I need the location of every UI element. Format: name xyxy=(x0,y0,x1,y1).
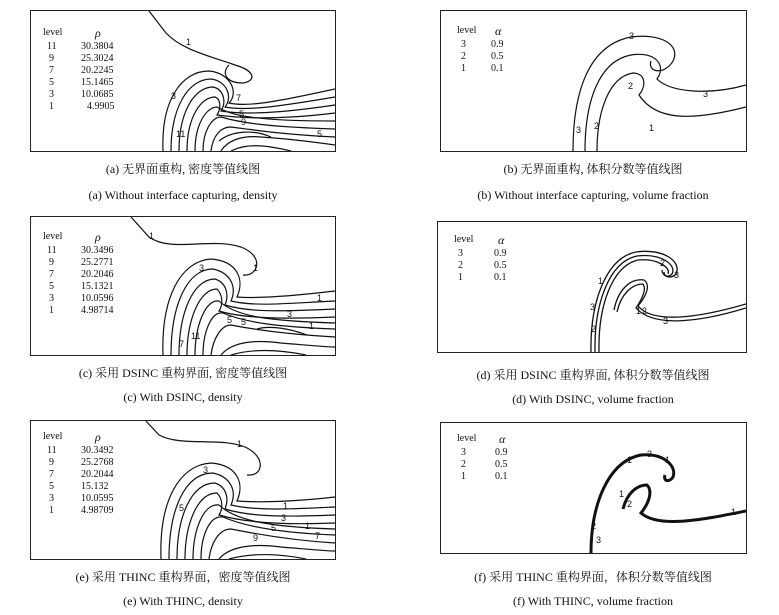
legend-header-symbol: ρ xyxy=(95,430,101,444)
legend-level: 3 xyxy=(49,293,54,304)
contour-label: 5 xyxy=(241,317,247,327)
legend-value: 4.9905 xyxy=(87,101,115,112)
legend-level: 5 xyxy=(49,281,54,292)
contour-label: 3 xyxy=(703,89,709,99)
contour-label: 1 xyxy=(283,501,289,511)
contour-label: 1 xyxy=(627,455,633,465)
legend-value: 0.1 xyxy=(495,471,508,482)
contour-label: 1 xyxy=(237,439,243,449)
contour-label: 2 xyxy=(660,258,666,268)
caption-cn-a: (a) 无界面重构, 密度等值线图 xyxy=(105,162,261,176)
contour-label: 5 xyxy=(317,129,323,139)
contour-label: 2 xyxy=(628,81,634,91)
legend-value: 0.1 xyxy=(494,272,507,283)
caption-cn-b: (b) 无界面重构, 体积分数等值线图 xyxy=(503,162,683,176)
legend-header-symbol: α xyxy=(495,24,502,38)
contour-label: 3 xyxy=(203,465,209,475)
contour-label: 2 xyxy=(627,499,633,509)
legend-level: 9 xyxy=(49,457,54,468)
contour-label: 3 xyxy=(576,125,582,135)
contour-label: 3 xyxy=(287,309,293,319)
legend-level: 1 xyxy=(49,305,54,316)
contour-label: 3 xyxy=(590,302,596,312)
contour-label: 3 xyxy=(629,31,635,41)
legend-value: 15.1321 xyxy=(81,281,114,292)
contour-label: 3 xyxy=(281,513,287,523)
legend-value: 0.5 xyxy=(491,51,504,62)
caption-cn-e: (e) 采用 THINC 重构界面，密度等值线图 xyxy=(75,570,291,584)
legend-level: 7 xyxy=(49,65,54,76)
legend-value: 25.2771 xyxy=(81,257,114,268)
legend-value: 0.9 xyxy=(495,447,508,458)
legend-value: 0.1 xyxy=(491,63,504,74)
legend-level: 1 xyxy=(461,63,466,74)
legend-level: 11 xyxy=(47,445,57,456)
contour-label: 3 xyxy=(663,316,669,326)
contour-label: 7 xyxy=(179,339,185,349)
legend-level: 11 xyxy=(47,245,57,256)
caption-en-b: (b) Without interface capturing, volume fraction xyxy=(477,188,709,202)
contour-label: 2 xyxy=(594,121,600,131)
legend-value: 0.9 xyxy=(494,248,507,259)
contour-label: 1 xyxy=(636,306,642,316)
legend-value: 30.3492 xyxy=(81,445,114,456)
contour-label: 9 xyxy=(253,533,259,543)
contour-label: 11 xyxy=(176,129,186,139)
volume-fraction-plot-f xyxy=(440,422,747,554)
caption-en-a: (a) Without interface capturing, density xyxy=(88,188,278,202)
legend-value: 0.9 xyxy=(491,39,504,50)
contour-label: 3 xyxy=(647,449,653,459)
contour-label: 7 xyxy=(315,531,321,541)
legend-level: 1 xyxy=(458,272,463,283)
legend-c xyxy=(43,231,114,317)
density-contour-plot-a xyxy=(30,10,336,152)
contour-label: 9 xyxy=(241,117,247,127)
legend-header-level: level xyxy=(43,231,63,242)
legend-f xyxy=(457,433,508,483)
legend-header-level: level xyxy=(457,433,477,444)
legend-level: 9 xyxy=(49,53,54,64)
legend-level: 11 xyxy=(47,41,57,52)
contour-label: 5 xyxy=(239,109,245,119)
legend-value: 25.2768 xyxy=(81,457,114,468)
legend-level: 2 xyxy=(458,260,463,271)
density-contour-plot-e xyxy=(30,420,336,560)
legend-level: 5 xyxy=(49,481,54,492)
legend-header-symbol: α xyxy=(498,233,505,247)
legend-header-level: level xyxy=(43,27,63,38)
legend-header-level: level xyxy=(457,25,477,36)
contour-label: 3 xyxy=(674,270,680,280)
contour-label: 1 xyxy=(186,37,192,47)
legend-level: 5 xyxy=(49,77,54,88)
contour-label: 1 xyxy=(253,263,259,273)
contour-label: 11 xyxy=(191,331,201,341)
legend-value: 0.5 xyxy=(495,459,508,470)
legend-level: 1 xyxy=(461,471,466,482)
legend-level: 2 xyxy=(461,51,466,62)
contour-label: 1 xyxy=(598,276,604,286)
legend-value: 10.0596 xyxy=(81,293,114,304)
legend-value: 20.2245 xyxy=(81,65,114,76)
legend-value: 4.98714 xyxy=(81,305,114,316)
contour-label: 5 xyxy=(227,315,233,325)
caption-cn-d: (d) 采用 DSINC 重构界面, 体积分数等值线图 xyxy=(476,368,710,382)
contour-label: 5 xyxy=(179,503,185,513)
contour-label: 1 xyxy=(619,489,625,499)
legend-e xyxy=(43,431,114,517)
legend-level: 3 xyxy=(49,493,54,504)
legend-level: 1 xyxy=(49,101,54,112)
caption-en-e: (e) With THINC, density xyxy=(123,594,243,608)
contour-label: 5 xyxy=(271,523,277,533)
legend-level: 3 xyxy=(458,248,463,259)
legend-header-symbol: ρ xyxy=(95,26,101,40)
legend-level: 7 xyxy=(49,469,54,480)
caption-en-d: (d) With DSINC, volume fraction xyxy=(512,392,674,406)
caption-cn-f: (f) 采用 THINC 重构界面，体积分数等值线图 xyxy=(474,570,712,584)
contour-label: 3 xyxy=(199,263,205,273)
contour-label: 7 xyxy=(236,93,242,103)
legend-d xyxy=(454,234,507,284)
volume-fraction-plot-b xyxy=(440,10,747,152)
contour-label: 3 xyxy=(596,535,602,545)
volume-fraction-plot-d xyxy=(437,221,747,353)
contour-label: 1 xyxy=(665,455,671,465)
contour-label: 1 xyxy=(317,293,323,303)
contour-label: 1 xyxy=(649,123,655,133)
contour-label: 2 xyxy=(591,521,597,531)
caption-en-f: (f) With THINC, volume fraction xyxy=(512,594,674,608)
contour-label: 3 xyxy=(171,91,177,101)
legend-level: 2 xyxy=(461,459,466,470)
legend-value: 30.3804 xyxy=(81,41,114,52)
caption-en-c: (c) With DSINC, density xyxy=(123,390,243,404)
contour-label: 1 xyxy=(309,321,315,331)
legend-value: 20.2044 xyxy=(81,469,114,480)
legend-value: 10.0685 xyxy=(81,89,114,100)
density-contour-plot-c xyxy=(30,216,336,356)
legend-level: 3 xyxy=(461,39,466,50)
legend-value: 15.1465 xyxy=(81,77,114,88)
contour-label: 2 xyxy=(642,306,648,316)
legend-level: 3 xyxy=(49,89,54,100)
legend-value: 15.132 xyxy=(81,481,109,492)
legend-a xyxy=(43,27,115,113)
contour-label: 2 xyxy=(591,324,597,334)
legend-header-level: level xyxy=(454,234,474,245)
legend-value: 0.5 xyxy=(494,260,507,271)
legend-header-symbol: ρ xyxy=(95,230,101,244)
caption-cn-c: (c) 采用 DSINC 重构界面, 密度等值线图 xyxy=(78,366,288,380)
legend-header-symbol: α xyxy=(499,432,506,446)
legend-level: 3 xyxy=(461,447,466,458)
legend-level: 9 xyxy=(49,257,54,268)
legend-value: 4.98709 xyxy=(81,505,114,516)
legend-value: 20.2046 xyxy=(81,269,114,280)
legend-value: 30.3496 xyxy=(81,245,114,256)
contour-label: 1 xyxy=(149,231,155,241)
legend-b xyxy=(457,25,504,75)
legend-value: 10.0595 xyxy=(81,493,114,504)
contour-label: 1 xyxy=(305,521,311,531)
legend-value: 25.3024 xyxy=(81,53,114,64)
legend-level: 7 xyxy=(49,269,54,280)
legend-header-level: level xyxy=(43,431,63,442)
contour-label: 1 xyxy=(731,507,737,517)
legend-level: 1 xyxy=(49,505,54,516)
